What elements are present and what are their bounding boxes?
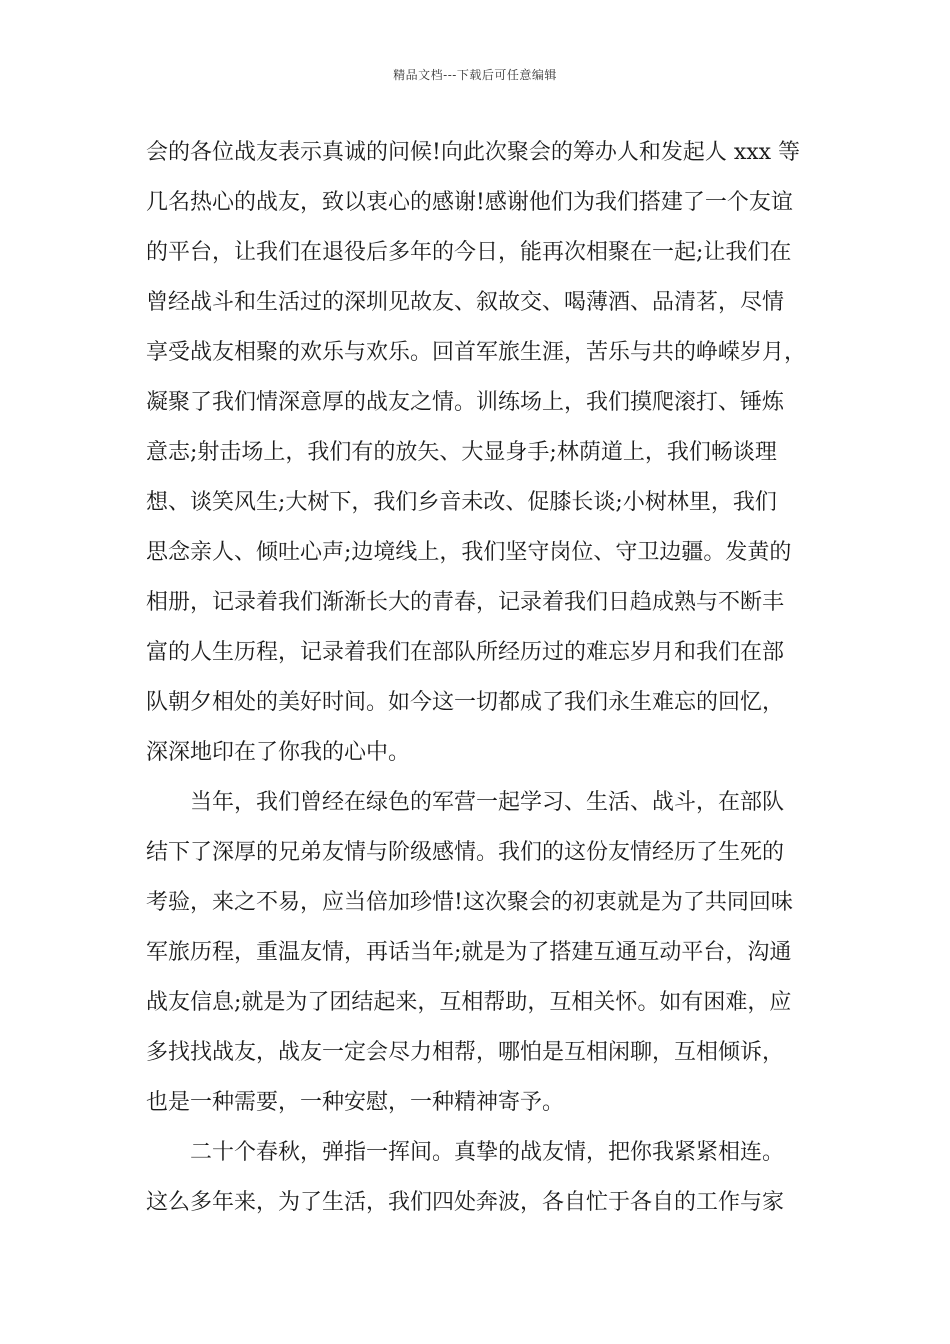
text-line: 当年，我们曾经在绿色的军营一起学习、生活、战斗，在部队 bbox=[190, 790, 785, 815]
text-line: 曾经战斗和生活过的深圳见故友、叙故交、喝薄酒、品清茗，尽情 bbox=[146, 290, 785, 315]
paragraph-3 bbox=[146, 1128, 810, 1228]
text-line: 也是一种需要，一种安慰，一种精神寄予。 bbox=[146, 1090, 565, 1115]
text-line: 会的各位战友表示真诚的问候!向此次聚会的筹办人和发起人 xxx 等 bbox=[146, 140, 801, 165]
text-line: 富的人生历程，记录着我们在部队所经历过的难忘岁月和我们在部 bbox=[146, 640, 785, 665]
text-line: 深深地印在了你我的心中。 bbox=[146, 740, 411, 765]
text-line: 享受战友相聚的欢乐与欢乐。回首军旅生涯，苦乐与共的峥嵘岁月， bbox=[146, 340, 807, 365]
text-line: 想、谈笑风生;大树下，我们乡音未改、促膝长谈;小树林里，我们 bbox=[146, 490, 777, 515]
text-line: 相册，记录着我们渐渐长大的青春，记录着我们日趋成熟与不断丰 bbox=[146, 590, 785, 615]
text-line: 凝聚了我们情深意厚的战友之情。训练场上，我们摸爬滚打、锤炼 bbox=[146, 390, 785, 415]
text-line: 这么多年来，为了生活，我们四处奔波，各自忙于各自的工作与家 bbox=[146, 1190, 785, 1215]
document-body bbox=[146, 128, 810, 1228]
text-line: 结下了深厚的兄弟友情与阶级感情。我们的这份友情经历了生死的 bbox=[146, 840, 785, 865]
text-line: 战友信息;就是为了团结起来，互相帮助，互相关怀。如有困难，应 bbox=[146, 990, 792, 1015]
text-line: 几名热心的战友，致以衷心的感谢!感谢他们为我们搭建了一个友谊 bbox=[146, 190, 793, 215]
text-line: 思念亲人、倾吐心声;边境线上，我们坚守岗位、守卫边疆。发黄的 bbox=[146, 540, 792, 565]
text-line: 二十个春秋，弹指一挥间。真挚的战友情，把你我紧紧相连。 bbox=[190, 1140, 785, 1165]
page-header: 精品文档---下载后可任意编辑 bbox=[393, 68, 557, 82]
text-line: 军旅历程，重温友情，再话当年;就是为了搭建互通互动平台，沟通 bbox=[146, 940, 792, 965]
paragraph-1 bbox=[146, 128, 810, 778]
text-line: 意志;射击场上，我们有的放矢、大显身手;林荫道上，我们畅谈理 bbox=[146, 440, 777, 465]
text-line: 多找找战友，战友一定会尽力相帮，哪怕是互相闲聊，互相倾诉， bbox=[146, 1040, 785, 1065]
text-line: 的平台，让我们在退役后多年的今日，能再次相聚在一起;让我们在 bbox=[146, 240, 792, 265]
paragraph-2 bbox=[146, 778, 810, 1128]
text-line: 考验，来之不易，应当倍加珍惜!这次聚会的初衷就是为了共同回味 bbox=[146, 890, 793, 915]
text-line: 队朝夕相处的美好时间。如今这一切都成了我们永生难忘的回忆， bbox=[146, 690, 785, 715]
